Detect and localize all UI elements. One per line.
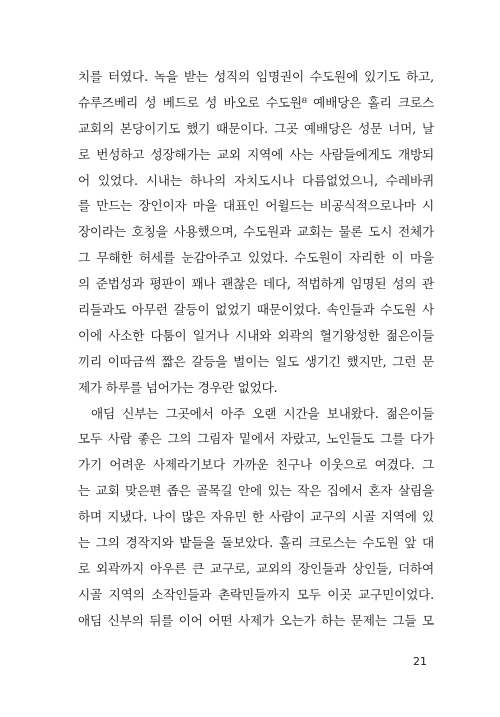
text-line: 리들과도 아무런 갈등이 없었기 때문이었다. 속인들과 수도원 사 [78,302,434,318]
body-text [78,64,434,634]
text-line: 치를 터였다. 녹을 받는 성직의 임명권이 수도원에 있기도 하고, [78,69,434,84]
text-line: 제가 하루를 넘어가는 경우란 없었다. [78,379,278,395]
text-line: 장이라는 호칭을 사용했으며, 수도원과 교회는 물론 도시 전체가 [78,224,434,240]
text-line: 로 외곽까지 아우른 큰 교구로, 교외의 장인들과 상인들, 더하여 [78,560,434,576]
text-line: 시골 지역의 소작인들과 촌락민들까지 모두 이곳 교구민이었다. [78,586,434,602]
text-line: 가기 어려운 사제라기보다 가까운 친구나 이웃으로 여겼다. 그 [78,457,434,473]
text-line: 그 무해한 허세를 눈감아주고 있었다. 수도원이 자리한 이 마을 [78,250,434,266]
text-line: 어 있었다. 시내는 하나의 자치도시나 다름없었으니, 수레바퀴 [78,172,434,188]
paragraph [78,401,434,634]
text-line: 슈루즈베리 성 베드로 성 바오로 수도원⁸ 예배당은 홀리 크로스 [78,94,434,110]
text-line: 를 만드는 장인이자 마을 대표인 어윌드는 비공식적으로나마 시 [78,198,434,214]
text-line: 애딤 신부는 그곳에서 아주 오랜 시간을 보내왔다. 젊은이들 [91,405,434,421]
page-number: 21 [413,655,427,668]
text-line: 모두 사람 좋은 그의 그림자 밑에서 자랐고, 노인들도 그를 다가 [78,431,434,447]
text-line: 는 그의 경작지와 밭들을 돌보았다. 홀리 크로스는 수도원 앞 대 [78,535,434,551]
text-line: 로 번성하고 성장해가는 교외 지역에 사는 사람들에게도 개방되 [78,146,434,162]
text-line: 끼리 이따금씩 짧은 갈등을 벌이는 일도 생기긴 했지만, 그런 문 [78,353,434,369]
text-line: 이에 사소한 다툼이 일거나 시내와 외곽의 혈기왕성한 젊은이들 [78,327,434,343]
text-line: 애딤 신부의 뒤를 이어 어떤 사제가 오는가 하는 문제는 그들 모 [78,612,434,628]
text-line: 교회의 본당이기도 했기 때문이다. 그곳 예배당은 성문 너머, 날 [78,120,434,136]
text-line: 하며 지냈다. 나이 많은 자유민 한 사람이 교구의 시골 지역에 있 [78,509,434,525]
text-line: 는 교회 맞은편 좁은 골목길 안에 있는 작은 집에서 혼자 살림을 [78,483,434,499]
paragraph [78,64,434,401]
text-line: 의 준법성과 평판이 꽤나 괜찮은 데다, 적법하게 임명된 성의 관 [78,276,434,292]
